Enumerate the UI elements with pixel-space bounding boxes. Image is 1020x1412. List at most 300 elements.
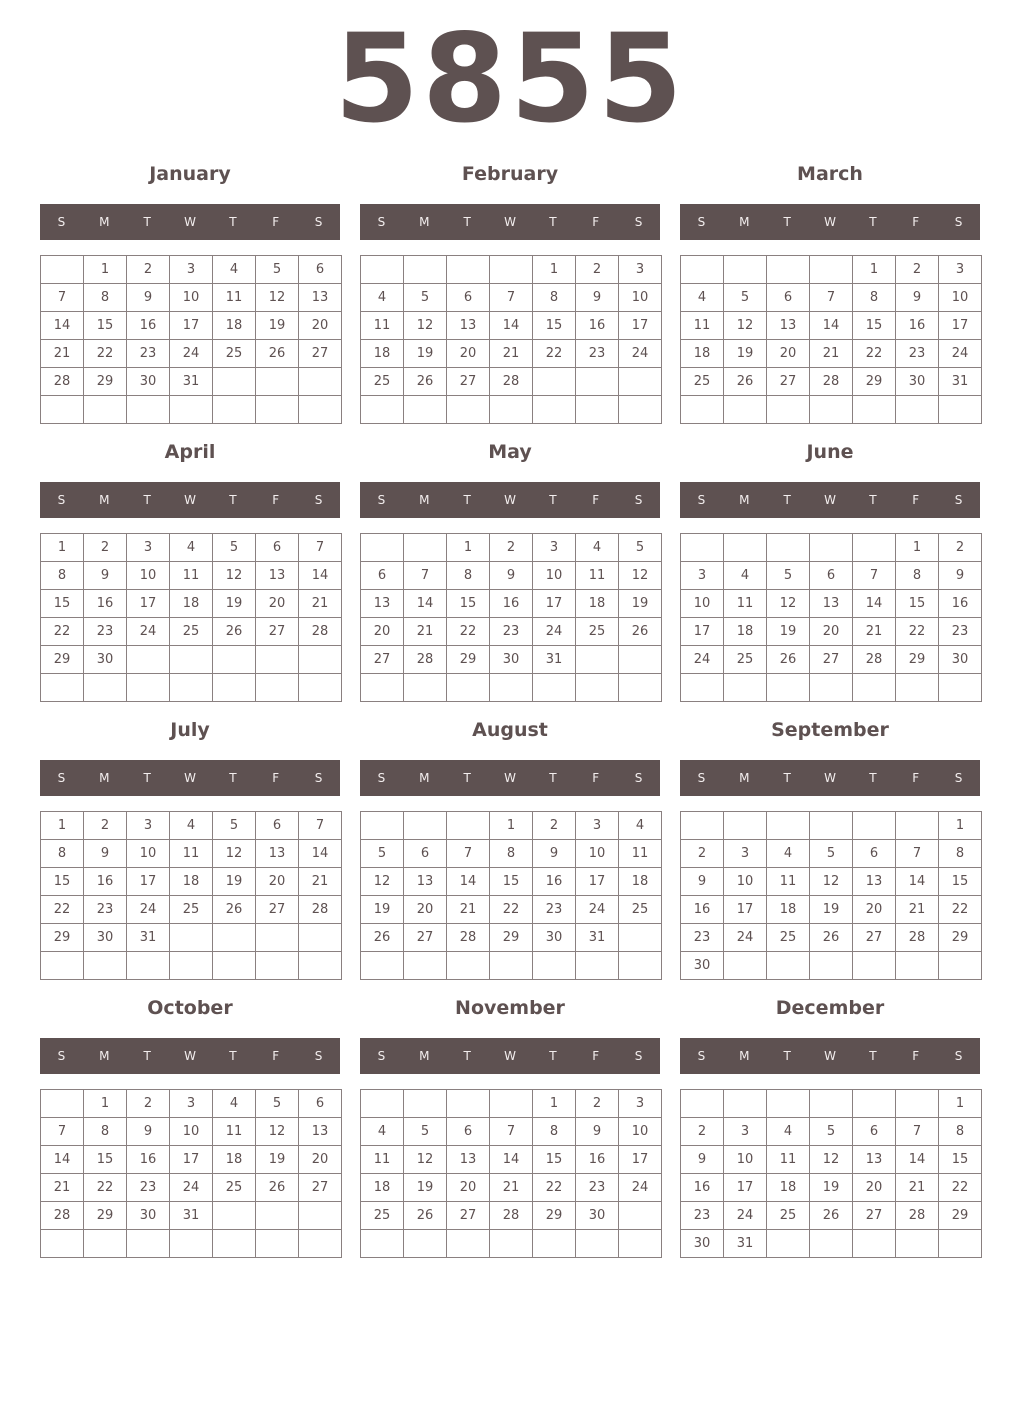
weekday-label: S bbox=[377, 771, 386, 785]
day-cell: 9 bbox=[681, 1146, 724, 1174]
day-cell: 1 bbox=[447, 534, 490, 562]
day-cell bbox=[490, 1090, 533, 1118]
day-cell bbox=[619, 646, 662, 674]
weekday-label: S bbox=[954, 215, 963, 229]
day-cell: 26 bbox=[404, 368, 447, 396]
day-cell: 4 bbox=[767, 840, 810, 868]
day-cell: 1 bbox=[939, 1090, 982, 1118]
day-cell bbox=[361, 952, 404, 980]
weekday-label: F bbox=[272, 1049, 280, 1063]
day-cell: 20 bbox=[256, 590, 299, 618]
day-cell: 28 bbox=[299, 896, 342, 924]
day-cell: 24 bbox=[576, 896, 619, 924]
day-cell bbox=[853, 1090, 896, 1118]
day-cell bbox=[127, 674, 170, 702]
day-cell: 2 bbox=[84, 812, 127, 840]
day-cell: 16 bbox=[939, 590, 982, 618]
day-cell bbox=[41, 396, 84, 424]
day-cell: 24 bbox=[681, 646, 724, 674]
day-cell: 26 bbox=[619, 618, 662, 646]
day-cell: 30 bbox=[681, 952, 724, 980]
day-cell: 11 bbox=[361, 1146, 404, 1174]
day-cell bbox=[853, 812, 896, 840]
month-name: December bbox=[775, 997, 885, 1019]
day-cell: 8 bbox=[939, 840, 982, 868]
day-cell: 17 bbox=[724, 896, 767, 924]
day-cell bbox=[256, 1230, 299, 1258]
day-grid bbox=[40, 811, 342, 980]
day-cell: 20 bbox=[404, 896, 447, 924]
day-cell bbox=[896, 1090, 939, 1118]
weekday-label: W bbox=[504, 493, 516, 507]
day-cell: 14 bbox=[853, 590, 896, 618]
day-cell bbox=[256, 924, 299, 952]
weekday-label: M bbox=[99, 493, 110, 507]
day-cell: 8 bbox=[853, 284, 896, 312]
day-cell: 25 bbox=[213, 340, 256, 368]
day-cell: 18 bbox=[576, 590, 619, 618]
day-cell bbox=[724, 812, 767, 840]
day-cell bbox=[404, 674, 447, 702]
day-cell: 19 bbox=[361, 896, 404, 924]
day-cell: 8 bbox=[41, 562, 84, 590]
weekday-label: S bbox=[697, 493, 706, 507]
day-cell: 10 bbox=[533, 562, 576, 590]
day-cell: 24 bbox=[724, 1202, 767, 1230]
day-cell: 18 bbox=[724, 618, 767, 646]
day-cell bbox=[681, 812, 724, 840]
day-cell: 8 bbox=[939, 1118, 982, 1146]
day-cell: 28 bbox=[404, 646, 447, 674]
day-cell: 31 bbox=[170, 368, 213, 396]
day-cell: 28 bbox=[896, 924, 939, 952]
day-cell: 29 bbox=[939, 1202, 982, 1230]
day-cell: 28 bbox=[41, 1202, 84, 1230]
day-cell bbox=[256, 368, 299, 396]
weekday-label: M bbox=[419, 1049, 430, 1063]
day-cell bbox=[896, 674, 939, 702]
day-cell: 15 bbox=[533, 312, 576, 340]
weekday-label: T bbox=[869, 771, 877, 785]
day-cell: 24 bbox=[170, 340, 213, 368]
day-cell: 13 bbox=[853, 1146, 896, 1174]
day-cell: 29 bbox=[41, 924, 84, 952]
weekday-label: M bbox=[419, 493, 430, 507]
day-cell: 27 bbox=[256, 618, 299, 646]
day-cell: 4 bbox=[724, 562, 767, 590]
weekday-label: W bbox=[824, 215, 836, 229]
day-cell bbox=[404, 1230, 447, 1258]
day-cell bbox=[939, 396, 982, 424]
day-cell: 14 bbox=[299, 562, 342, 590]
weekday-label: S bbox=[634, 493, 643, 507]
day-cell: 1 bbox=[853, 256, 896, 284]
day-cell: 2 bbox=[127, 1090, 170, 1118]
day-cell: 3 bbox=[576, 812, 619, 840]
year-title: 5855 bbox=[334, 8, 686, 150]
day-cell: 30 bbox=[533, 924, 576, 952]
month-name: June bbox=[806, 441, 854, 463]
day-cell bbox=[127, 1230, 170, 1258]
weekday-label: M bbox=[739, 771, 750, 785]
day-cell: 29 bbox=[84, 368, 127, 396]
day-cell: 21 bbox=[41, 340, 84, 368]
day-cell: 5 bbox=[724, 284, 767, 312]
day-cell: 24 bbox=[619, 340, 662, 368]
day-cell: 17 bbox=[127, 590, 170, 618]
day-cell: 18 bbox=[619, 868, 662, 896]
day-cell: 8 bbox=[533, 284, 576, 312]
day-cell: 9 bbox=[127, 284, 170, 312]
day-cell: 1 bbox=[896, 534, 939, 562]
day-cell: 25 bbox=[170, 896, 213, 924]
day-cell: 26 bbox=[361, 924, 404, 952]
day-cell: 22 bbox=[447, 618, 490, 646]
weekday-label: T bbox=[229, 215, 237, 229]
weekday-label: W bbox=[184, 771, 196, 785]
day-cell: 21 bbox=[41, 1174, 84, 1202]
day-cell: 12 bbox=[724, 312, 767, 340]
day-cell bbox=[853, 674, 896, 702]
day-cell: 20 bbox=[767, 340, 810, 368]
day-cell bbox=[213, 952, 256, 980]
day-cell: 20 bbox=[361, 618, 404, 646]
day-cell: 5 bbox=[361, 840, 404, 868]
day-cell: 6 bbox=[447, 284, 490, 312]
day-cell bbox=[619, 924, 662, 952]
day-cell: 27 bbox=[447, 368, 490, 396]
day-cell: 24 bbox=[127, 896, 170, 924]
day-cell: 25 bbox=[576, 618, 619, 646]
day-cell bbox=[361, 1230, 404, 1258]
day-cell: 19 bbox=[213, 590, 256, 618]
day-cell: 12 bbox=[213, 562, 256, 590]
weekday-header bbox=[680, 482, 980, 518]
day-cell: 23 bbox=[576, 340, 619, 368]
day-cell bbox=[681, 1090, 724, 1118]
day-cell: 14 bbox=[41, 1146, 84, 1174]
day-cell: 13 bbox=[853, 868, 896, 896]
day-cell bbox=[447, 674, 490, 702]
day-cell: 22 bbox=[533, 1174, 576, 1202]
day-cell: 27 bbox=[447, 1202, 490, 1230]
day-cell bbox=[41, 952, 84, 980]
day-cell: 9 bbox=[127, 1118, 170, 1146]
weekday-label: F bbox=[912, 1049, 920, 1063]
weekday-label: F bbox=[272, 493, 280, 507]
day-cell bbox=[767, 256, 810, 284]
day-cell: 30 bbox=[127, 1202, 170, 1230]
day-cell: 20 bbox=[447, 1174, 490, 1202]
day-cell: 22 bbox=[84, 340, 127, 368]
day-cell: 20 bbox=[853, 896, 896, 924]
day-cell: 28 bbox=[853, 646, 896, 674]
day-cell: 4 bbox=[213, 1090, 256, 1118]
day-cell: 28 bbox=[810, 368, 853, 396]
day-cell: 4 bbox=[170, 812, 213, 840]
day-cell bbox=[170, 674, 213, 702]
day-cell: 29 bbox=[84, 1202, 127, 1230]
day-cell: 16 bbox=[84, 868, 127, 896]
day-cell bbox=[404, 396, 447, 424]
day-cell: 14 bbox=[447, 868, 490, 896]
day-cell: 1 bbox=[533, 1090, 576, 1118]
day-cell bbox=[767, 812, 810, 840]
day-cell: 4 bbox=[170, 534, 213, 562]
day-cell: 12 bbox=[767, 590, 810, 618]
day-cell: 28 bbox=[896, 1202, 939, 1230]
day-cell bbox=[896, 1230, 939, 1258]
day-cell: 13 bbox=[404, 868, 447, 896]
day-cell: 18 bbox=[170, 590, 213, 618]
day-cell: 20 bbox=[299, 312, 342, 340]
day-cell bbox=[724, 1090, 767, 1118]
day-cell bbox=[724, 534, 767, 562]
day-cell bbox=[256, 1202, 299, 1230]
day-cell: 1 bbox=[533, 256, 576, 284]
day-cell: 7 bbox=[404, 562, 447, 590]
day-cell: 30 bbox=[127, 368, 170, 396]
day-cell: 2 bbox=[681, 840, 724, 868]
day-cell: 11 bbox=[681, 312, 724, 340]
day-cell: 6 bbox=[299, 1090, 342, 1118]
day-cell: 7 bbox=[299, 812, 342, 840]
day-cell: 19 bbox=[213, 868, 256, 896]
day-cell bbox=[404, 952, 447, 980]
day-cell: 3 bbox=[170, 1090, 213, 1118]
day-cell: 17 bbox=[170, 312, 213, 340]
day-cell: 19 bbox=[810, 1174, 853, 1202]
day-cell: 3 bbox=[619, 1090, 662, 1118]
day-cell: 18 bbox=[170, 868, 213, 896]
day-cell: 9 bbox=[576, 1118, 619, 1146]
day-cell: 22 bbox=[853, 340, 896, 368]
day-cell: 9 bbox=[939, 562, 982, 590]
day-cell: 13 bbox=[256, 840, 299, 868]
day-cell: 26 bbox=[256, 340, 299, 368]
weekday-label: T bbox=[549, 1049, 557, 1063]
day-cell: 14 bbox=[41, 312, 84, 340]
day-cell: 27 bbox=[810, 646, 853, 674]
day-cell: 22 bbox=[939, 1174, 982, 1202]
day-cell: 25 bbox=[361, 368, 404, 396]
day-cell: 30 bbox=[896, 368, 939, 396]
day-cell: 1 bbox=[939, 812, 982, 840]
day-cell: 12 bbox=[619, 562, 662, 590]
day-cell: 12 bbox=[361, 868, 404, 896]
day-cell: 2 bbox=[490, 534, 533, 562]
day-cell bbox=[404, 812, 447, 840]
day-cell bbox=[299, 924, 342, 952]
day-cell: 8 bbox=[490, 840, 533, 868]
day-cell: 10 bbox=[681, 590, 724, 618]
day-cell bbox=[361, 256, 404, 284]
weekday-label: M bbox=[419, 215, 430, 229]
day-cell: 21 bbox=[810, 340, 853, 368]
weekday-label: M bbox=[739, 1049, 750, 1063]
weekday-label: S bbox=[57, 493, 66, 507]
day-cell: 8 bbox=[84, 1118, 127, 1146]
day-cell: 12 bbox=[256, 1118, 299, 1146]
day-cell: 10 bbox=[724, 868, 767, 896]
day-cell: 7 bbox=[896, 840, 939, 868]
day-cell: 23 bbox=[576, 1174, 619, 1202]
day-cell bbox=[576, 1230, 619, 1258]
day-cell: 1 bbox=[84, 1090, 127, 1118]
day-cell bbox=[533, 952, 576, 980]
day-cell: 28 bbox=[490, 1202, 533, 1230]
day-cell: 19 bbox=[256, 312, 299, 340]
day-cell: 19 bbox=[619, 590, 662, 618]
month-name: March bbox=[797, 163, 863, 185]
day-cell bbox=[853, 1230, 896, 1258]
day-grid bbox=[680, 1089, 982, 1258]
weekday-label: T bbox=[869, 215, 877, 229]
day-cell: 21 bbox=[299, 590, 342, 618]
day-grid bbox=[40, 533, 342, 702]
day-cell bbox=[896, 952, 939, 980]
day-cell: 7 bbox=[810, 284, 853, 312]
day-cell: 18 bbox=[361, 1174, 404, 1202]
day-cell: 15 bbox=[84, 312, 127, 340]
weekday-label: T bbox=[143, 771, 151, 785]
day-cell: 27 bbox=[853, 924, 896, 952]
day-cell: 23 bbox=[939, 618, 982, 646]
day-cell: 1 bbox=[490, 812, 533, 840]
day-cell bbox=[361, 674, 404, 702]
day-cell: 14 bbox=[490, 1146, 533, 1174]
day-cell: 10 bbox=[619, 284, 662, 312]
day-cell: 6 bbox=[299, 256, 342, 284]
day-cell: 9 bbox=[533, 840, 576, 868]
day-cell bbox=[490, 674, 533, 702]
month-name: September bbox=[771, 719, 889, 741]
day-cell: 29 bbox=[490, 924, 533, 952]
day-cell: 31 bbox=[576, 924, 619, 952]
day-cell bbox=[41, 256, 84, 284]
day-cell bbox=[767, 534, 810, 562]
day-cell: 15 bbox=[896, 590, 939, 618]
day-cell: 7 bbox=[853, 562, 896, 590]
day-cell bbox=[810, 674, 853, 702]
day-cell: 16 bbox=[490, 590, 533, 618]
day-cell bbox=[447, 256, 490, 284]
day-cell bbox=[84, 396, 127, 424]
day-cell: 23 bbox=[681, 924, 724, 952]
day-cell: 11 bbox=[619, 840, 662, 868]
day-cell bbox=[41, 674, 84, 702]
weekday-label: T bbox=[463, 1049, 471, 1063]
weekday-label: T bbox=[549, 493, 557, 507]
day-cell: 13 bbox=[447, 312, 490, 340]
day-cell bbox=[299, 368, 342, 396]
weekday-label: T bbox=[869, 493, 877, 507]
day-cell: 22 bbox=[896, 618, 939, 646]
day-cell: 26 bbox=[724, 368, 767, 396]
weekday-label: T bbox=[783, 1049, 791, 1063]
day-cell: 10 bbox=[939, 284, 982, 312]
day-cell: 1 bbox=[84, 256, 127, 284]
weekday-label: S bbox=[377, 493, 386, 507]
weekday-label: T bbox=[463, 215, 471, 229]
day-cell bbox=[681, 534, 724, 562]
day-cell bbox=[896, 396, 939, 424]
weekday-header bbox=[360, 204, 660, 240]
day-cell: 12 bbox=[256, 284, 299, 312]
weekday-label: S bbox=[954, 771, 963, 785]
day-cell: 16 bbox=[533, 868, 576, 896]
day-cell bbox=[576, 396, 619, 424]
weekday-label: M bbox=[99, 1049, 110, 1063]
day-cell: 4 bbox=[576, 534, 619, 562]
day-cell bbox=[447, 1090, 490, 1118]
weekday-label: S bbox=[57, 771, 66, 785]
day-cell: 13 bbox=[256, 562, 299, 590]
weekday-label: S bbox=[634, 771, 643, 785]
day-cell: 23 bbox=[127, 1174, 170, 1202]
day-cell: 9 bbox=[84, 562, 127, 590]
day-grid bbox=[40, 1089, 342, 1258]
day-cell bbox=[490, 952, 533, 980]
day-cell: 17 bbox=[619, 312, 662, 340]
day-cell bbox=[810, 256, 853, 284]
day-cell: 15 bbox=[41, 590, 84, 618]
weekday-label: W bbox=[184, 1049, 196, 1063]
day-cell: 7 bbox=[41, 1118, 84, 1146]
day-cell: 24 bbox=[533, 618, 576, 646]
day-cell: 21 bbox=[299, 868, 342, 896]
day-cell bbox=[447, 1230, 490, 1258]
day-cell bbox=[619, 368, 662, 396]
day-cell: 28 bbox=[299, 618, 342, 646]
day-cell: 9 bbox=[84, 840, 127, 868]
day-cell: 27 bbox=[299, 340, 342, 368]
day-cell: 1 bbox=[41, 812, 84, 840]
day-cell bbox=[256, 674, 299, 702]
weekday-label: S bbox=[314, 1049, 323, 1063]
day-cell: 19 bbox=[404, 340, 447, 368]
day-cell bbox=[767, 1230, 810, 1258]
weekday-label: W bbox=[504, 771, 516, 785]
day-cell bbox=[853, 534, 896, 562]
day-cell bbox=[213, 1230, 256, 1258]
day-cell bbox=[404, 1090, 447, 1118]
day-cell bbox=[299, 674, 342, 702]
day-cell: 10 bbox=[576, 840, 619, 868]
day-cell: 7 bbox=[896, 1118, 939, 1146]
day-cell bbox=[84, 952, 127, 980]
day-cell bbox=[41, 1090, 84, 1118]
weekday-label: S bbox=[57, 215, 66, 229]
day-cell: 11 bbox=[213, 284, 256, 312]
day-cell bbox=[213, 368, 256, 396]
day-cell: 6 bbox=[810, 562, 853, 590]
day-cell: 26 bbox=[404, 1202, 447, 1230]
weekday-label: T bbox=[869, 1049, 877, 1063]
day-cell bbox=[361, 534, 404, 562]
weekday-label: W bbox=[824, 771, 836, 785]
weekday-label: F bbox=[912, 771, 920, 785]
day-cell: 18 bbox=[361, 340, 404, 368]
weekday-label: S bbox=[314, 493, 323, 507]
day-cell: 5 bbox=[767, 562, 810, 590]
day-cell: 22 bbox=[533, 340, 576, 368]
day-cell: 8 bbox=[896, 562, 939, 590]
day-cell: 24 bbox=[619, 1174, 662, 1202]
day-cell: 2 bbox=[127, 256, 170, 284]
weekday-label: S bbox=[634, 215, 643, 229]
day-cell bbox=[619, 1230, 662, 1258]
